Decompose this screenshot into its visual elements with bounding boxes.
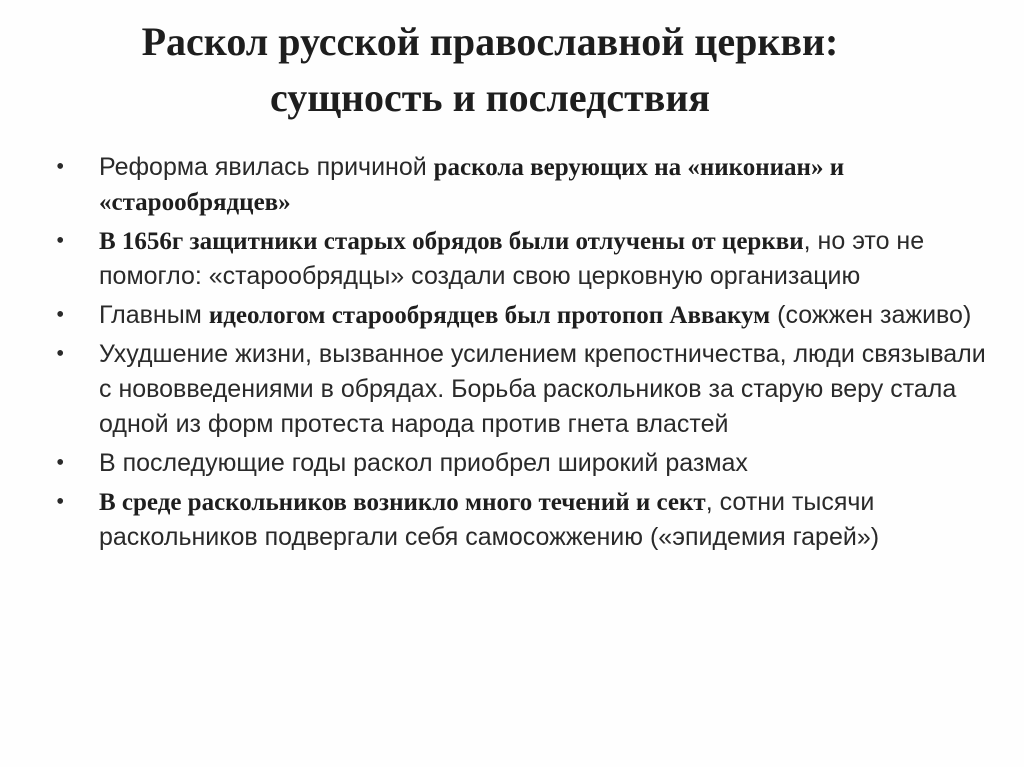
bullet-icon: • <box>56 154 65 180</box>
bullet-item-5 <box>56 446 986 481</box>
bullet-text-regular: (сожжен заживо) <box>770 301 972 329</box>
bullet-icon: • <box>56 489 65 515</box>
bullet-text-bold: идеологом старообрядцев был протопоп Аввакум <box>208 302 771 329</box>
slide-title <box>40 14 940 126</box>
bullet-text-regular: , но это не помогло: «старообрядцы» создали свою церковную организацию <box>99 227 925 290</box>
bullet-item-4 <box>56 337 986 442</box>
bullet-icon: • <box>56 341 65 367</box>
bullet-item-1 <box>56 150 986 220</box>
bullet-item-3 <box>56 298 986 333</box>
bullet-item-2 <box>56 224 986 294</box>
bullet-text-bold: раскола верующих на «никониан» и «старообрядцев» <box>99 154 845 216</box>
bullet-icon: • <box>56 302 65 328</box>
bullet-text-regular: В последующие годы раскол приобрел широкий размах <box>99 449 748 477</box>
bullet-icon: • <box>56 450 65 476</box>
bullet-list <box>56 150 986 559</box>
slide-title-line-2: сущность и последствия <box>269 75 711 120</box>
bullet-text-bold: В 1656г защитники старых обрядов были отлучены от церкви <box>99 228 804 255</box>
bullet-text-regular: Главным <box>99 301 209 329</box>
bullet-text-regular: Реформа явилась причиной <box>99 153 434 181</box>
bullet-text-regular: , сотни тысячи раскольников подвергали себя самосожжению («эпидемия гарей») <box>99 488 880 551</box>
bullet-item-6 <box>56 485 986 555</box>
bullet-text-bold: В среде раскольников возникло много течений и сект <box>99 489 706 516</box>
bullet-icon: • <box>56 228 65 254</box>
bullet-text-regular: Ухудшение жизни, вызванное усилением крепостничества, люди связывали с нововведениями в обрядах. Борьба раскольников за старую веру стала одной из форм протеста народа против гнета властей <box>99 340 986 438</box>
slide-title-line-1: Раскол русской православной церкви: <box>141 19 839 64</box>
